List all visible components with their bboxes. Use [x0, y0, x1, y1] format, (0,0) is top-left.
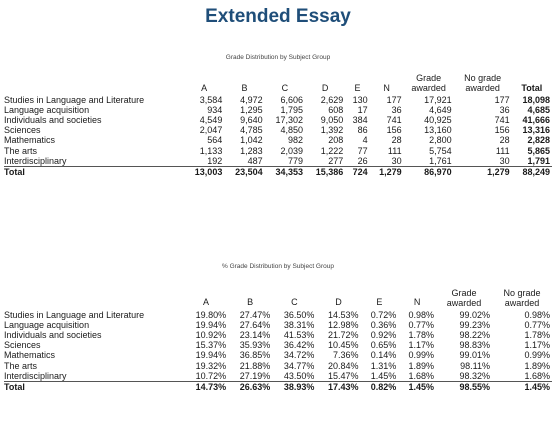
header-cell: N	[383, 83, 390, 94]
table-cell: 1,279	[370, 166, 404, 177]
table-cell: 564	[207, 135, 223, 146]
table-cell: 13,316	[522, 125, 550, 136]
table-row	[4, 105, 552, 115]
row-label: Individuals and societies	[4, 330, 102, 341]
header-cell: E	[376, 297, 383, 308]
table-cell: 14.73%	[184, 381, 228, 392]
table-cell: 19.94%	[195, 320, 227, 331]
table-cell: 34.72%	[283, 350, 315, 361]
table-cell: 88,249	[512, 166, 552, 177]
table-cell: 1,392	[320, 125, 344, 136]
header-cell: C	[281, 83, 289, 94]
table-cell: 3,584	[199, 95, 223, 106]
table-cell: 98.32%	[459, 370, 490, 381]
table-row	[4, 135, 552, 145]
table-cell: 5,754	[429, 145, 452, 156]
table-cell: 15.47%	[327, 370, 359, 381]
table-cell: 192	[207, 155, 223, 166]
row-label: Sciences	[4, 125, 41, 136]
table-cell: 12.98%	[327, 320, 359, 331]
table-cell: 130	[352, 95, 368, 106]
table-cell: 982	[287, 135, 303, 146]
table-cell: 17	[357, 105, 368, 116]
table-cell: 1,795	[280, 105, 303, 116]
table-row	[4, 340, 552, 350]
table-cell: 13,160	[424, 125, 452, 136]
table-cell: 38.31%	[283, 320, 315, 331]
table-row	[4, 310, 552, 320]
table-cell: 10.72%	[195, 370, 227, 381]
table-cell: 1,283	[240, 145, 263, 156]
header-cell: B	[247, 297, 254, 308]
table-row	[4, 320, 552, 330]
header-cell: No grade awarded	[464, 73, 502, 94]
table-cell: 1,761	[429, 155, 452, 166]
table-cell: 99.23%	[459, 320, 490, 331]
row-label: Language acquisition	[4, 320, 90, 331]
page-title: Extended Essay	[205, 6, 351, 27]
table-cell: 18,098	[522, 95, 550, 106]
table-cell: 13,003	[184, 166, 224, 177]
table-cell: 41.53%	[283, 330, 315, 341]
table-cell: 17,921	[424, 95, 452, 106]
header-cell: N	[413, 297, 421, 308]
table-cell: 177	[386, 95, 402, 106]
row-label: The arts	[4, 145, 38, 156]
table-row	[4, 371, 552, 382]
table-cell: 23,504	[224, 166, 264, 177]
table-cell: 14.53%	[327, 310, 359, 321]
table-cell: 27.64%	[239, 320, 271, 331]
table-cell: 41,666	[522, 115, 550, 126]
table-cell: 1.17%	[408, 340, 434, 351]
row-label: Interdisciplinary	[4, 155, 67, 166]
table-cell: 26	[357, 155, 368, 166]
table-cell: 4,549	[199, 115, 223, 126]
table-cell: 28	[499, 135, 510, 146]
table2-subtitle: % Grade Distribution by Subject Group	[222, 263, 334, 270]
row-label: The arts	[4, 360, 38, 371]
header-cell: C	[291, 297, 298, 308]
table-cell: 99.01%	[459, 350, 490, 361]
header-cell: A	[203, 297, 210, 308]
table-cell: 0.77%	[408, 320, 434, 331]
table-cell: 9,640	[240, 115, 263, 126]
table-row	[4, 146, 552, 156]
table-cell: 0.36%	[370, 320, 397, 331]
header-cell: D	[321, 83, 329, 94]
table-cell: 1.78%	[408, 330, 434, 341]
grade-distribution-table	[4, 73, 552, 177]
table-cell: 10.92%	[195, 330, 227, 341]
table-cell: 277	[328, 155, 344, 166]
table-cell: 98.55%	[436, 381, 492, 392]
table-cell: 1.78%	[524, 330, 550, 341]
table-cell: 77	[357, 145, 368, 156]
table-cell: 1.45%	[398, 381, 436, 392]
table-cell: 2,800	[429, 135, 452, 146]
table-cell: 34.77%	[283, 360, 315, 371]
row-label: Mathematics	[4, 350, 56, 361]
table-cell: 6,606	[280, 95, 303, 106]
table-cell: 4,685	[527, 105, 550, 116]
table-cell: 724	[345, 166, 369, 177]
table-cell: 1,133	[199, 145, 223, 156]
table-cell: 0.98%	[408, 310, 434, 321]
table-row	[4, 95, 552, 105]
table-cell: 156	[386, 125, 402, 136]
table-cell: 0.14%	[370, 350, 397, 361]
table-cell: 27.47%	[239, 310, 271, 321]
row-label: Individuals and societies	[4, 115, 102, 126]
table-cell: 1,791	[527, 155, 550, 166]
header-cell: Grade awarded	[411, 73, 446, 94]
table-cell: 4,972	[240, 95, 263, 106]
header-cell: E	[354, 83, 361, 94]
table-cell: 19.80%	[195, 310, 227, 321]
header-cell: B	[241, 83, 248, 94]
table-cell: 40,925	[424, 115, 452, 126]
table-cell: 30	[391, 155, 402, 166]
table-cell: 7.36%	[332, 350, 359, 361]
header-blank	[4, 73, 184, 95]
total-row	[4, 381, 552, 392]
table-cell: 1.68%	[408, 370, 434, 381]
table-cell: 0.99%	[524, 350, 550, 361]
table-cell: 487	[247, 155, 263, 166]
header-cell: No grade awarded	[503, 288, 541, 309]
row-label: Interdisciplinary	[4, 370, 67, 381]
table-cell: 36.50%	[283, 310, 315, 321]
table-cell: 98.22%	[459, 330, 490, 341]
table-cell: 608	[328, 105, 344, 116]
row-label: Sciences	[4, 340, 41, 351]
table-cell: 779	[287, 155, 303, 166]
table-cell: 934	[207, 105, 223, 116]
table-cell: 0.98%	[524, 310, 550, 321]
header-blank	[4, 288, 184, 310]
table-cell: 156	[494, 125, 510, 136]
header-cell: D	[335, 297, 342, 308]
table-cell: 35.93%	[239, 340, 271, 351]
table-cell: 1.45%	[370, 370, 397, 381]
table-row	[4, 125, 552, 135]
table-cell: 111	[495, 145, 510, 156]
table-cell: 111	[387, 145, 402, 156]
table-cell: 2,047	[199, 125, 223, 136]
row-label: Studies in Language and Literature	[4, 310, 145, 321]
table-cell: 19.32%	[195, 360, 227, 371]
table-cell: 86,970	[404, 166, 454, 177]
table-cell: 43.50%	[283, 370, 315, 381]
table-cell: 26.63%	[228, 381, 272, 392]
table-cell: 1.68%	[524, 370, 550, 381]
table-cell: 2,828	[527, 135, 550, 146]
total-row	[4, 166, 552, 177]
table-cell: 36.85%	[239, 350, 271, 361]
table-cell: 19.94%	[195, 350, 227, 361]
table-cell: 2,629	[320, 95, 344, 106]
table-cell: 34,353	[265, 166, 305, 177]
table-cell: 741	[386, 115, 402, 126]
table-cell: 98.83%	[459, 340, 490, 351]
header-cell: A	[201, 83, 208, 94]
row-label: Mathematics	[4, 135, 56, 146]
table-cell: 17,302	[275, 115, 303, 126]
table-cell: 5,865	[527, 145, 550, 156]
row-label: Total	[4, 381, 184, 392]
table-cell: 0.77%	[524, 320, 550, 331]
table-row	[4, 115, 552, 125]
header-cell: Grade awarded	[446, 288, 482, 309]
table-row	[4, 156, 552, 167]
table-cell: 23.14%	[239, 330, 271, 341]
table-cell: 1.31%	[370, 360, 397, 371]
table-cell: 38.93%	[272, 381, 316, 392]
table-cell: 15,386	[305, 166, 345, 177]
table-cell: 21.72%	[327, 330, 359, 341]
row-label: Language acquisition	[4, 105, 90, 116]
table-cell: 1,295	[240, 105, 263, 116]
table-cell: 4,850	[280, 125, 303, 136]
table-cell: 177	[494, 95, 510, 106]
table-cell: 21.88%	[239, 360, 271, 371]
table-cell: 9,050	[320, 115, 344, 126]
table-cell: 208	[328, 135, 344, 146]
table-cell: 10.45%	[327, 340, 359, 351]
table-cell: 28	[391, 135, 402, 146]
row-label: Studies in Language and Literature	[4, 95, 145, 106]
table-cell: 1.89%	[408, 360, 434, 371]
table-cell: 2,039	[280, 145, 303, 156]
table-cell: 1.45%	[492, 381, 552, 392]
table-cell: 98.11%	[460, 360, 490, 371]
table-cell: 36	[391, 105, 402, 116]
table-cell: 86	[357, 125, 368, 136]
table-cell: 4	[362, 135, 368, 146]
table-cell: 1.17%	[524, 340, 550, 351]
table-cell: 741	[494, 115, 510, 126]
table-cell: 17.43%	[316, 381, 360, 392]
table-header-row	[4, 288, 552, 310]
table-cell: 0.92%	[370, 330, 397, 341]
table-cell: 0.82%	[361, 381, 399, 392]
row-label: Total	[4, 166, 184, 177]
table-cell: 36	[499, 105, 510, 116]
table1-subtitle: Grade Distribution by Subject Group	[225, 54, 331, 61]
table-cell: 1,279	[454, 166, 512, 177]
table-cell: 0.72%	[370, 310, 397, 321]
table-row	[4, 361, 552, 371]
table-cell: 27.19%	[239, 370, 271, 381]
table-cell: 1,222	[320, 145, 344, 156]
table-cell: 20.84%	[327, 360, 359, 371]
table-cell: 4,649	[429, 105, 452, 116]
header-cell: Total	[521, 83, 543, 94]
table-cell: 15.37%	[195, 340, 227, 351]
table-header-row	[4, 73, 552, 95]
table-cell: 0.99%	[408, 350, 434, 361]
table-cell: 1,042	[240, 135, 263, 146]
table-cell: 36.42%	[283, 340, 315, 351]
table-cell: 1.89%	[524, 360, 550, 371]
table-cell: 384	[352, 115, 368, 126]
table-cell: 4,785	[240, 125, 263, 136]
table-cell: 0.65%	[370, 340, 397, 351]
table-cell: 99.02%	[459, 310, 490, 321]
percent-grade-distribution-table	[4, 288, 552, 392]
table-row	[4, 330, 552, 340]
table-row	[4, 350, 552, 360]
table-cell: 30	[499, 155, 510, 166]
